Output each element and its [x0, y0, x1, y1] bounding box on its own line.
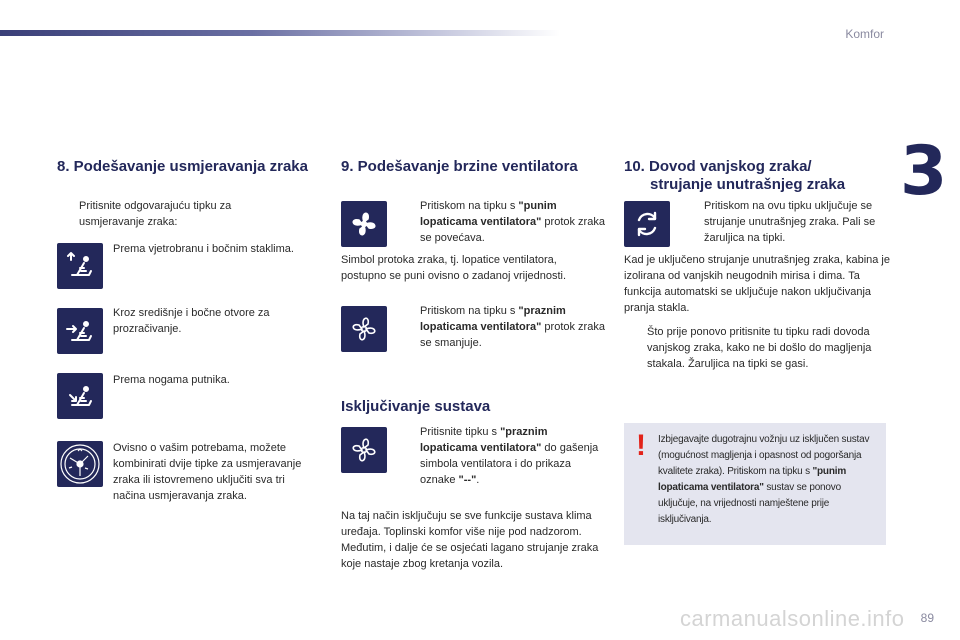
- system-off-button[interactable]: [341, 427, 387, 473]
- system-off-title: Isključivanje sustava: [341, 398, 491, 415]
- header-bar: [0, 30, 560, 36]
- airflow-feet-icon: [62, 378, 98, 414]
- fan-empty-icon: [346, 432, 382, 468]
- system-off-footer: Na taj način isključuju se sve funkcije sustava klima uređaja. Toplinski komfor više nije pod nadzorom. Međutim, i dalje će se osjećati lagano strujanje zraka koje nastaje zbog kretanja vozila.: [341, 510, 599, 570]
- col1-title: 8. Podešavanje usmjeravanja zraka: [57, 158, 308, 175]
- airflow-windscreen-icon: [62, 248, 98, 284]
- airflow-center-text: Kroz središnje i bočne otvore za prozračivanje.: [113, 307, 270, 335]
- warning-box: [624, 423, 886, 545]
- warning-text: Izbjegavajte dugotrajnu vožnju uz isključen sustav (mogućnost magljenja i opasnost od pogoršanja kvalitete zraka). Pritiskom na tipku s "punim lopaticama ventilatora" sustav se ponovo uključuje, na vrijednosti namještene prije isključivanja.: [658, 434, 870, 525]
- warning-icon: !: [636, 429, 646, 462]
- recirculation-text: Pritiskom na ovu tipku uključuje se strujanje unutrašnjeg zraka. Pali se žaruljica na tipki.: [704, 200, 876, 244]
- page-number: 89: [920, 611, 934, 625]
- system-off-text: Pritisnite tipku s "praznim lopaticama ventilatora" do gašenja simbola ventilatora i do prikaza oznake "--".: [420, 426, 599, 486]
- airflow-feet-button[interactable]: [57, 373, 103, 419]
- fan-full-icon: [346, 206, 382, 242]
- section-title: Komfor: [845, 27, 884, 41]
- airflow-center-icon: [62, 313, 98, 349]
- col3-title-line1: 10. Dovod vanjskog zraka/: [624, 158, 812, 175]
- fan-empty-icon: [346, 311, 382, 347]
- fan-speed-up-button[interactable]: [341, 201, 387, 247]
- chapter-number: 3: [900, 132, 948, 211]
- fan-speed-up-text: Pritiskom na tipku s "punim lopaticama ventilatora" protok zraka se povećava.: [420, 200, 605, 244]
- fan-symbol-text: Simbol protoka zraka, tj. lopatice ventilatora, postupno se puni ovisno o zadanoj vrijednosti.: [341, 254, 567, 282]
- fan-speed-down-button[interactable]: [341, 306, 387, 352]
- col3-title-line2: strujanje unutrašnjeg zraka: [650, 176, 846, 193]
- airflow-dial-icon: [58, 442, 102, 486]
- recirculation-bullet: Što prije ponovo pritisnite tu tipku radi dovoda vanjskog zraka, kako ne bi došlo do magljenja stakala. Žaruljica na tipki se gasi.: [647, 326, 872, 370]
- airflow-feet-text: Prema nogama putnika.: [113, 374, 230, 386]
- airflow-dial[interactable]: [57, 441, 103, 487]
- col3-title: [624, 158, 894, 194]
- recirculation-button[interactable]: [624, 201, 670, 247]
- airflow-windscreen-text: Prema vjetrobranu i bočnim staklima.: [113, 243, 294, 255]
- col1-intro: Pritisnite odgovarajuću tipku za usmjeravanje zraka:: [79, 200, 232, 228]
- fan-speed-down-text: Pritiskom na tipku s "praznim lopaticama ventilatora" protok zraka se smanjuje.: [420, 305, 605, 349]
- watermark: carmanualsonline.info: [680, 606, 905, 631]
- recirculation-icon: [629, 206, 665, 242]
- airflow-windscreen-button[interactable]: [57, 243, 103, 289]
- recirculation-para: Kad je uključeno strujanje unutrašnjeg zraka, kabina je izolirana od vanjskih neugodnih mirisa i dima. Ta funkcija automatski se uključuje nakon uključivanja pranja stakla.: [624, 254, 890, 314]
- airflow-center-button[interactable]: [57, 308, 103, 354]
- airflow-combine-text: Ovisno o vašim potrebama, možete kombinirati dvije tipke za usmjeravanje zraka ili istovremeno uključiti sva tri načina usmjeravanja zraka.: [113, 442, 302, 502]
- col2-title: 9. Podešavanje brzine ventilatora: [341, 158, 578, 175]
